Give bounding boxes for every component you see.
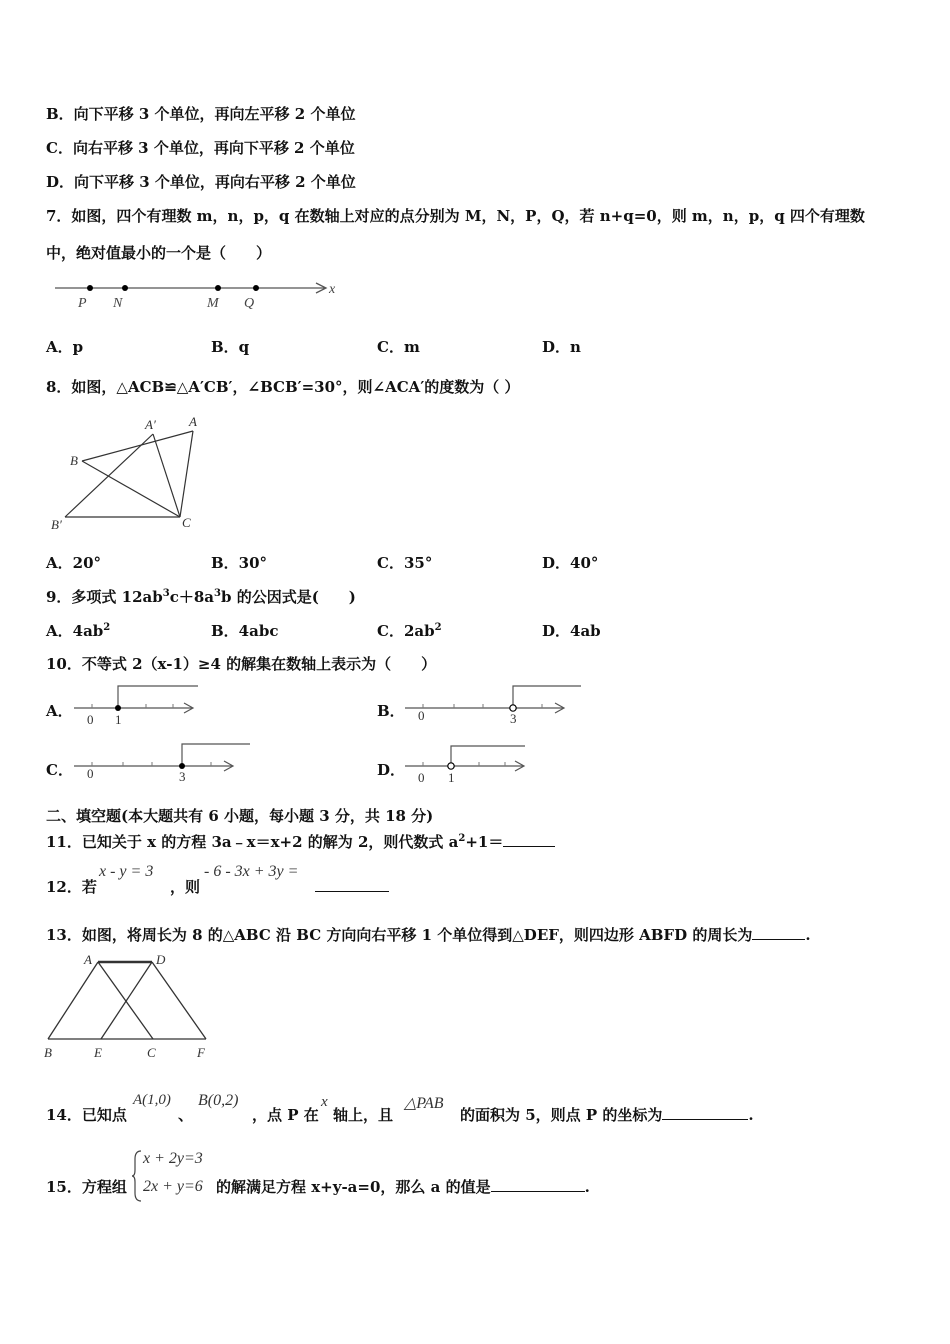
- q8-label-b-prime: B′: [51, 517, 62, 532]
- q8-triangle-figure: [48, 410, 218, 535]
- q10-option-a-figure: [72, 684, 207, 729]
- q10-d-label-1: 1: [448, 770, 455, 785]
- q14-mid2: 轴上，且: [333, 1106, 394, 1124]
- q15-equation-1: x + 2y=3: [143, 1150, 203, 1167]
- q13-translation-figure: [44, 950, 219, 1065]
- q10-option-c-letter: C．: [46, 761, 73, 779]
- q10-a-label-1: 1: [115, 712, 122, 727]
- q12-mid: ，则: [170, 878, 201, 896]
- q13-label-b: B: [44, 1045, 52, 1060]
- q11-answer-blank[interactable]: [503, 846, 555, 847]
- q14-point-a: A(1,0): [133, 1092, 171, 1108]
- q7-label-x: x: [329, 282, 336, 297]
- q6-option-b: B．向下平移 3 个单位，再向左平移 2 个单位: [46, 105, 356, 123]
- q7-option-d: D．n: [542, 338, 581, 356]
- q13-label-c: C: [147, 1045, 156, 1060]
- q7-text-line2: 中，绝对值最小的一个是（ ）: [46, 244, 272, 262]
- q8-label-b: B: [70, 453, 78, 468]
- q10-b-label-0: 0: [418, 708, 425, 723]
- q12-condition: x - y = 3: [99, 863, 154, 880]
- q15-brace-icon: [131, 1149, 143, 1203]
- q14-suffix: 的面积为 5，则点 P 的坐标为 .: [460, 1106, 754, 1124]
- q10-a-label-0: 0: [87, 712, 94, 727]
- q14-mid1: ，点 P 在: [252, 1106, 319, 1124]
- q7-option-c: C．m: [377, 338, 420, 356]
- q10-option-a-letter: A．: [46, 702, 73, 720]
- q15-text: 15．方程组: [46, 1178, 127, 1196]
- q15-suffix: 的解满足方程 x+y-a=0，那么 a 的值是 .: [216, 1178, 590, 1196]
- q15-answer-blank[interactable]: [491, 1191, 585, 1192]
- q7-option-b: B．q: [211, 338, 250, 356]
- q8-option-c: C．35°: [377, 554, 433, 572]
- q9-option-b: B．4abc: [211, 622, 279, 640]
- q15-equation-2: 2x + y=6: [143, 1178, 203, 1195]
- q10-option-d-letter: D．: [377, 761, 406, 779]
- q10-option-b-figure: [403, 684, 588, 729]
- q9-option-a: A．$4ab^2$: [46, 622, 111, 640]
- q8-option-b: B．30°: [211, 554, 268, 572]
- q9-option-c: C．$2ab^2$: [377, 622, 442, 640]
- q8-label-a: A: [189, 414, 197, 429]
- section-2-heading: 二、填空题(本大题共有 6 小题，每小题 3 分，共 18 分): [46, 807, 434, 825]
- q13-label-f: F: [197, 1045, 205, 1060]
- q8-option-a: A．20°: [46, 554, 102, 572]
- q6-option-d: D．向下平移 3 个单位，再向右平移 2 个单位: [46, 173, 356, 191]
- q10-c-label-3: 3: [179, 769, 186, 784]
- q10-text: 10．不等式 2（x-1）≥4 的解集在数轴上表示为（ ）: [46, 655, 437, 673]
- q14-triangle: △PAB: [404, 1095, 444, 1112]
- q13-label-d: D: [156, 952, 166, 967]
- q12-answer-blank[interactable]: [315, 872, 389, 892]
- q13-label-e: E: [94, 1045, 102, 1060]
- q13-text: 13．如图，将周长为 8 的△ABC 沿 BC 方向向右平移 1 个单位得到△DEF，则四边形 ABFD 的周长为 .: [46, 926, 811, 944]
- q14-point-b: B(0,2): [198, 1092, 239, 1109]
- q10-c-label-0: 0: [87, 766, 94, 781]
- q7-option-a: A．p: [46, 338, 84, 356]
- q14-axis: x: [321, 1094, 328, 1110]
- q6-option-c: C．向右平移 3 个单位，再向下平移 2 个单位: [46, 139, 355, 157]
- q12-text: 12．若: [46, 878, 97, 896]
- q7-label-n: N: [113, 296, 123, 311]
- q8-option-d: D．40°: [542, 554, 599, 572]
- q7-label-m: M: [207, 296, 219, 311]
- q8-label-c: C: [182, 515, 191, 530]
- q7-label-q: Q: [244, 296, 255, 311]
- q13-label-a: A: [84, 952, 92, 967]
- q10-b-label-3: 3: [510, 711, 517, 726]
- q7-text-line1: 7．如图，四个有理数 m，n，p，q 在数轴上对应的点分别为 M，N，P，Q，若 n+q=0，则 m，n，p，q 四个有理数: [46, 207, 865, 225]
- q11-text: 11．已知关于 x 的方程 3a﹣x＝x+2 的解为 2，则代数式 $a^2+1=$: [46, 831, 555, 852]
- q13-answer-blank[interactable]: [752, 939, 805, 940]
- q10-option-d-figure: [403, 742, 538, 787]
- q9-option-d: D．4ab: [542, 622, 601, 640]
- q8-text: 8．如图，△ACB≌△A′CB′，∠BCB′=30°，则∠ACA′的度数为（ ）: [46, 378, 520, 396]
- q7-label-p: P: [78, 296, 87, 311]
- q12-expression: - 6 - 3x + 3y =: [204, 863, 299, 880]
- q7-number-line-figure: [50, 276, 350, 316]
- q9-text: 9．多项式 $12ab^3c+8a^3b$ 的公因式是( ): [46, 588, 356, 606]
- q10-option-b-letter: B．: [377, 702, 405, 720]
- q10-option-c-figure: [72, 742, 257, 787]
- q10-d-label-0: 0: [418, 770, 425, 785]
- q8-label-a-prime: A′: [145, 417, 156, 432]
- q14-answer-blank[interactable]: [662, 1119, 748, 1120]
- q14-text: 14．已知点: [46, 1106, 127, 1124]
- q14-separator: 、: [178, 1106, 194, 1124]
